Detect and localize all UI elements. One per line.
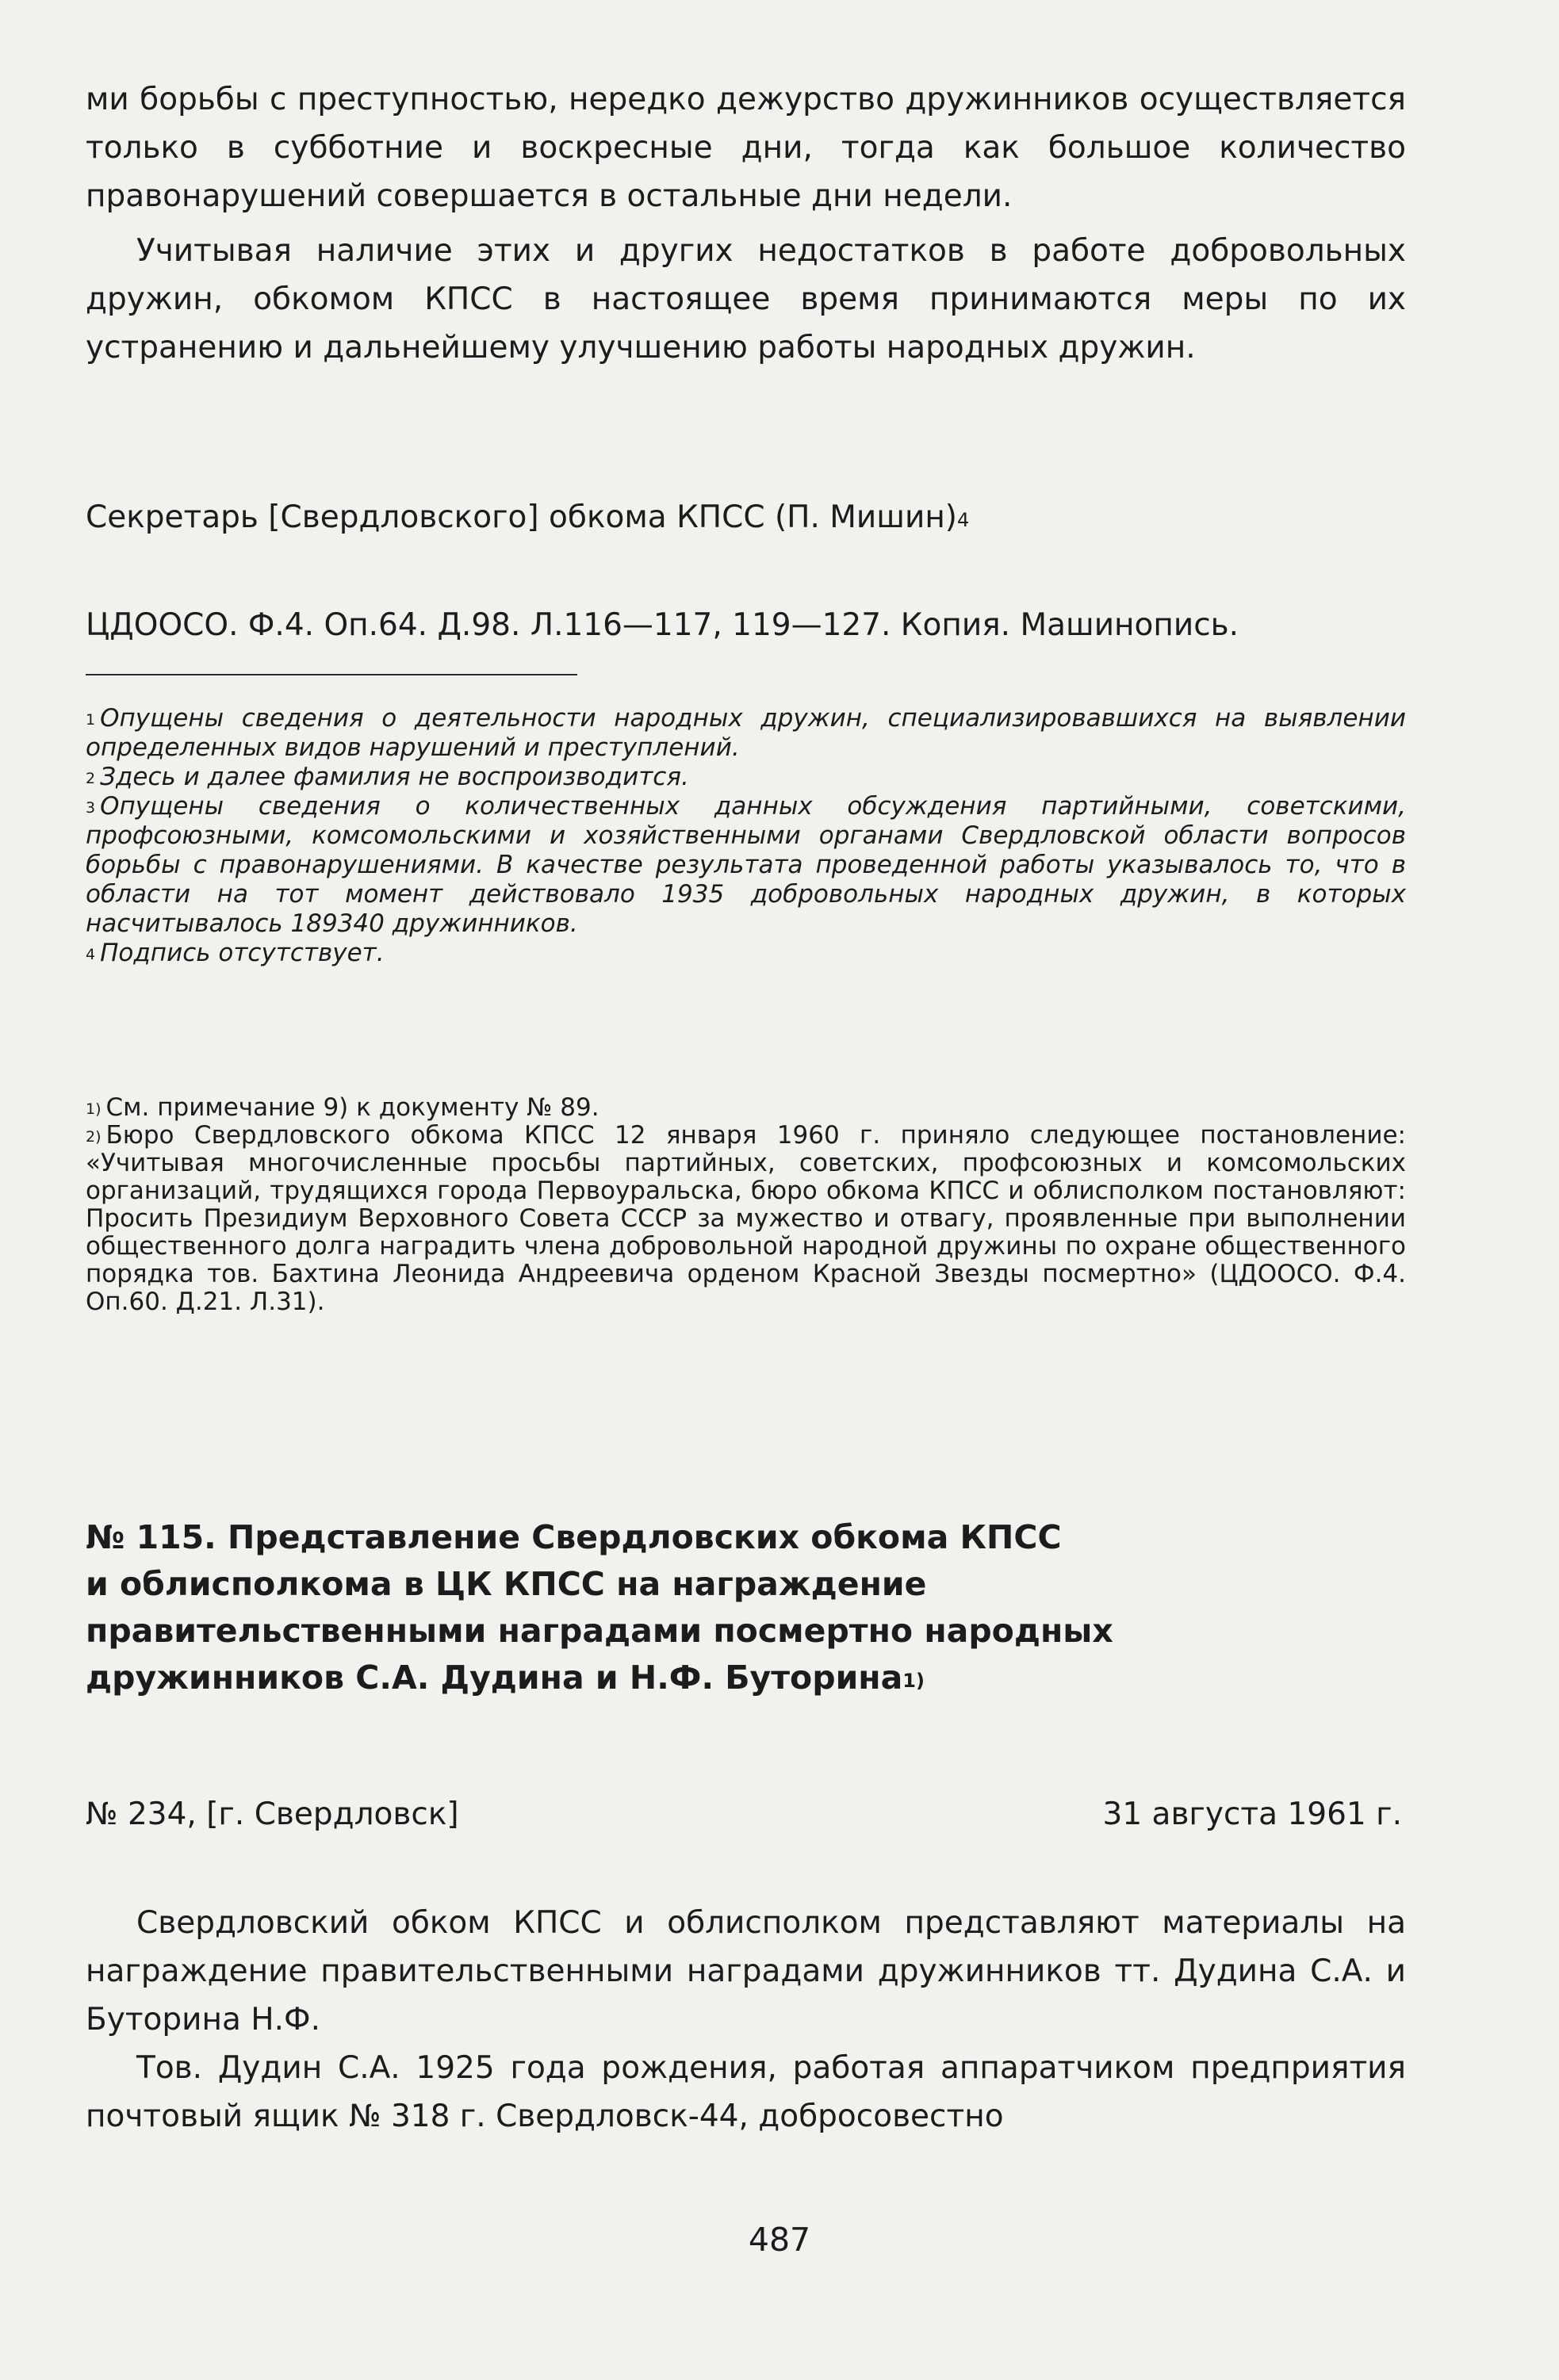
- body-paragraph-1: Свердловский обком КПСС и облисполком представляют материалы на награждение правительственными наградами дружинников тт. Дудина С.А. и Буторина Н.Ф.: [86, 1905, 1406, 2038]
- editorial-footnotes: [86, 704, 1406, 968]
- document-number: № 234, [г. Свердловск]: [86, 1796, 459, 1832]
- body-paragraph-2: Тов. Дудин С.А. 1925 года рождения, работая аппаратчиком предприятия почтовый ящик № 318 г. Свердловск-44, добросовестно: [86, 2050, 1406, 2134]
- heading-line-1: № 115. Представление Свердловских обкома КПСС: [86, 1518, 1062, 1556]
- heading-line-2: и облисполкома в ЦК КПСС на награждение: [86, 1565, 927, 1603]
- footnote-text: Опущены сведения о количественных данных обсуждения партийными, советскими, профсоюзными, комсомольскими и хозяйственными органами Свердловской области вопросов борьбы с правонарушениями. В качестве результата проведенной работы указывалось то, что в области на тот момент действовало 1935 добровольных народных дружин, в которых насчитывалось 189340 дружинников.: [86, 792, 1406, 938]
- page-number: 487: [748, 2221, 811, 2259]
- document-meta: [86, 1790, 1402, 1839]
- document-heading: [86, 1514, 1354, 1701]
- footnote-text: Опущены сведения о деятельности народных дружин, специализировавшихся на выявлении определенных видов нарушений и преступлений.: [86, 704, 1406, 762]
- footnote-mark: 1: [86, 711, 96, 729]
- document-body: [86, 1899, 1406, 2141]
- signature-note-mark: 4: [957, 509, 970, 531]
- document-date: 31 августа 1961 г.: [1102, 1796, 1402, 1832]
- footnote-2: [86, 763, 1406, 792]
- footnote-1: [86, 704, 1406, 763]
- footnote-3: [86, 792, 1406, 939]
- commentary-mark: 1): [86, 1100, 102, 1118]
- heading-line-3: правительственными наградами посмертно народных: [86, 1612, 1113, 1650]
- commentary-footnotes: [86, 1094, 1406, 1316]
- paragraph-shortcomings: Учитывая наличие этих и других недостатков в работе добровольных дружин, обкомом КПСС в настоящее время принимаются меры по их устранению и дальнейшему улучшению работы народных дружин.: [86, 233, 1406, 365]
- commentary-text: См. примечание 9) к документу № 89.: [105, 1093, 599, 1122]
- archive-reference: ЦДООСО. Ф.4. Оп.64. Д.98. Л.116—117, 119—127. Копия. Машинопись.: [86, 607, 1239, 643]
- footnote-mark: 3: [86, 799, 96, 817]
- footnote-4: [86, 939, 1406, 968]
- heading-line-4: [86, 1655, 1354, 1701]
- heading-line-4-text: дружинников С.А. Дудина и Н.Ф. Буторина: [86, 1659, 903, 1697]
- footnote-mark: 2: [86, 770, 96, 787]
- signature-text: Секретарь [Свердловского] обкома КПСС (П. Мишин): [86, 499, 958, 535]
- commentary-note-2: [86, 1122, 1406, 1316]
- paragraph-continued: ми борьбы с преступностью, нередко дежурство дружинников осуществляется только в субботние и воскресные дни, тогда как большое количество правонарушений совершается в остальные дни недели.: [86, 82, 1406, 214]
- commentary-note-1: [86, 1094, 1406, 1122]
- signature-line: [86, 493, 1406, 541]
- commentary-mark: 2): [86, 1128, 102, 1146]
- footnote-text: Здесь и далее фамилия не воспроизводится.: [100, 763, 689, 791]
- footnote-text: Подпись отсутствует.: [100, 939, 385, 967]
- footnote-divider: [86, 674, 577, 675]
- commentary-text: Бюро Свердловского обкома КПСС 12 января 1960 г. приняло следующее постановление: «Учитывая многочисленные просьбы партийных, советских, профсоюзных и комсомольских организаций, трудящихся города Первоуральска, бюро обкома КПСС и облисполком постановляют: Просить Президиум Верховного Совета СССР за мужество и отвагу, проявленные при выполнении общественного долга наградить члена добровольной народной дружины по охране общественного порядка тов. Бахтина Леонида Андреевича орденом Красной Звезды посмертно» (ЦДООСО. Ф.4. Оп.60. Д.21. Л.31).: [86, 1121, 1406, 1316]
- footnote-mark: 4: [86, 946, 96, 963]
- top-text-block: [86, 75, 1406, 372]
- heading-note-mark: 1): [902, 1670, 925, 1692]
